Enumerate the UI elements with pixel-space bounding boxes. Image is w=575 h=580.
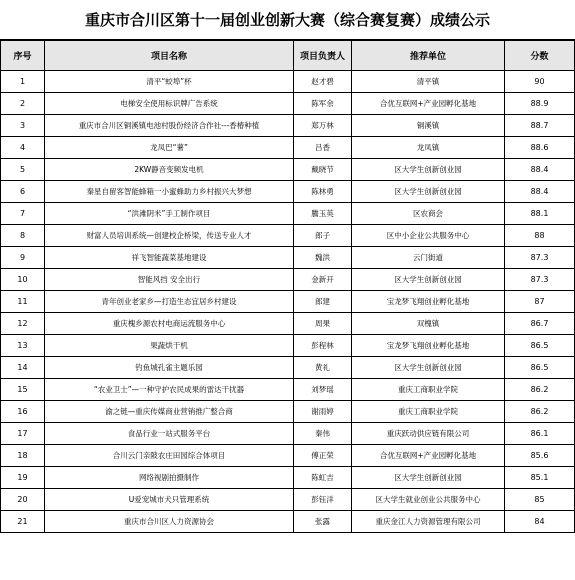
project-leader-cell: 陈军余	[294, 93, 352, 115]
project-name-cell: 重庆市合川区人力资源协会	[45, 511, 294, 533]
project-leader-cell: 秦伟	[294, 423, 352, 445]
table-row	[1, 313, 575, 335]
score-cell: 86.2	[505, 379, 575, 401]
row-number-cell: 9	[1, 247, 45, 269]
project-leader-cell: 郎建	[294, 291, 352, 313]
recommending-unit-cell: 区大学生创新创业园	[352, 357, 505, 379]
recommending-unit-cell: 合优互联网+产业园孵化基地	[352, 445, 505, 467]
project-name-cell: 祥飞智能蔬菜基地建设	[45, 247, 294, 269]
score-cell: 87.3	[505, 269, 575, 291]
column-header-score: 分数	[505, 41, 575, 71]
row-number-cell: 10	[1, 269, 45, 291]
row-number-cell: 4	[1, 137, 45, 159]
table-row	[1, 269, 575, 291]
table-row	[1, 291, 575, 313]
row-number-cell: 13	[1, 335, 45, 357]
project-name-cell: 清平“蛟埠”杯	[45, 71, 294, 93]
project-name-cell: 2KW静音变频发电机	[45, 159, 294, 181]
project-leader-cell: 戴晓节	[294, 159, 352, 181]
table-row	[1, 445, 575, 467]
project-leader-cell: 魏洪	[294, 247, 352, 269]
project-leader-cell: 张露	[294, 511, 352, 533]
project-leader-cell: 黄礼	[294, 357, 352, 379]
row-number-cell: 6	[1, 181, 45, 203]
project-leader-cell: 刘梦瑶	[294, 379, 352, 401]
recommending-unit-cell: 重庆工商职业学院	[352, 379, 505, 401]
project-name-cell: 网络视剧拍摄制作	[45, 467, 294, 489]
recommending-unit-cell: 重庆工商职业学院	[352, 401, 505, 423]
score-cell: 88	[505, 225, 575, 247]
results-table	[0, 40, 575, 533]
table-row	[1, 489, 575, 511]
project-leader-cell: 谢雨婷	[294, 401, 352, 423]
score-cell: 88.4	[505, 181, 575, 203]
row-number-cell: 7	[1, 203, 45, 225]
project-name-cell: 财富人员培训系统—创建校企桥梁，传送专业人才	[45, 225, 294, 247]
row-number-cell: 2	[1, 93, 45, 115]
project-leader-cell: 彭程林	[294, 335, 352, 357]
table-row	[1, 159, 575, 181]
score-cell: 86.2	[505, 401, 575, 423]
row-number-cell: 11	[1, 291, 45, 313]
table-row	[1, 379, 575, 401]
recommending-unit-cell: 区大学生创新创业园	[352, 181, 505, 203]
row-number-cell: 12	[1, 313, 45, 335]
recommending-unit-cell: 区大学生就业创业公共服务中心	[352, 489, 505, 511]
recommending-unit-cell: 龙凤镇	[352, 137, 505, 159]
row-number-cell: 18	[1, 445, 45, 467]
row-number-cell: 3	[1, 115, 45, 137]
project-leader-cell: 郑万林	[294, 115, 352, 137]
table-row	[1, 71, 575, 93]
project-name-cell: “农业卫士”—一种守护农民成果的雷达干扰器	[45, 379, 294, 401]
recommending-unit-cell: 铜溪镇	[352, 115, 505, 137]
project-leader-cell: 傅正荣	[294, 445, 352, 467]
score-cell: 88.1	[505, 203, 575, 225]
project-name-cell: 渝之链—重庆传媒商业营销推广整合商	[45, 401, 294, 423]
project-name-cell: 重庆槐乡源农村电商运流服务中心	[45, 313, 294, 335]
table-body	[1, 71, 575, 533]
project-leader-cell: 陈虹吉	[294, 467, 352, 489]
project-leader-cell: 金新开	[294, 269, 352, 291]
row-number-cell: 19	[1, 467, 45, 489]
project-name-cell: 智能风挡 安全出行	[45, 269, 294, 291]
recommending-unit-cell: 重庆跃动供应链有限公司	[352, 423, 505, 445]
score-cell: 85.6	[505, 445, 575, 467]
project-leader-cell: 郎子	[294, 225, 352, 247]
table-row	[1, 115, 575, 137]
page-title: 重庆市合川区第十一届创业创新大赛（综合赛复赛）成绩公示	[0, 0, 575, 40]
project-leader-cell: 陈林勇	[294, 181, 352, 203]
project-leader-cell: 吕香	[294, 137, 352, 159]
row-number-cell: 5	[1, 159, 45, 181]
column-header-no: 序号	[1, 41, 45, 71]
project-name-cell: 龙凤巴“薯”	[45, 137, 294, 159]
score-cell: 90	[505, 71, 575, 93]
project-name-cell: U爱宠城市犬只管理系统	[45, 489, 294, 511]
score-cell: 85.1	[505, 467, 575, 489]
table-row	[1, 357, 575, 379]
row-number-cell: 15	[1, 379, 45, 401]
project-leader-cell: 赵才碧	[294, 71, 352, 93]
score-cell: 84	[505, 511, 575, 533]
table-row	[1, 247, 575, 269]
score-cell: 85	[505, 489, 575, 511]
project-name-cell: 秦星自留客智能蜂箱一小蜜蜂助力乡村振兴大梦想	[45, 181, 294, 203]
project-name-cell: 合川云门亲陂农庄田园综合体项目	[45, 445, 294, 467]
recommending-unit-cell: 区大学生创新创业园	[352, 467, 505, 489]
score-cell: 88.9	[505, 93, 575, 115]
recommending-unit-cell: 重庆金江人力资源管理有限公司	[352, 511, 505, 533]
score-cell: 88.6	[505, 137, 575, 159]
recommending-unit-cell: 区大学生创新创业园	[352, 159, 505, 181]
table-row	[1, 203, 575, 225]
recommending-unit-cell: 双槐镇	[352, 313, 505, 335]
recommending-unit-cell: 宝龙梦飞翔创业孵化基地	[352, 291, 505, 313]
score-cell: 87	[505, 291, 575, 313]
recommending-unit-cell: 云门街道	[352, 247, 505, 269]
recommending-unit-cell: 区农商会	[352, 203, 505, 225]
table-row	[1, 181, 575, 203]
score-cell: 88.4	[505, 159, 575, 181]
project-leader-cell: 周果	[294, 313, 352, 335]
project-name-cell: 食品行业一站式服务平台	[45, 423, 294, 445]
project-name-cell: 果蔬烘干机	[45, 335, 294, 357]
recommending-unit-cell: 清平镇	[352, 71, 505, 93]
project-name-cell: “洪滩阴米”手工制作项目	[45, 203, 294, 225]
project-leader-cell: 騰玉英	[294, 203, 352, 225]
score-cell: 88.7	[505, 115, 575, 137]
row-number-cell: 21	[1, 511, 45, 533]
score-cell: 86.7	[505, 313, 575, 335]
recommending-unit-cell: 区大学生创新创业园	[352, 269, 505, 291]
project-name-cell: 青年创业老家乡—打造生态宜居乡村建设	[45, 291, 294, 313]
project-leader-cell: 彭钰洋	[294, 489, 352, 511]
table-row	[1, 423, 575, 445]
table-row	[1, 225, 575, 247]
row-number-cell: 14	[1, 357, 45, 379]
score-cell: 87.3	[505, 247, 575, 269]
table-header-row	[1, 41, 575, 71]
project-name-cell: 钓鱼城孔雀主题乐园	[45, 357, 294, 379]
table-row	[1, 137, 575, 159]
table-row	[1, 467, 575, 489]
recommending-unit-cell: 宝龙梦飞翔创业孵化基地	[352, 335, 505, 357]
table-row	[1, 401, 575, 423]
column-header-leader: 项目负责人	[294, 41, 352, 71]
score-cell: 86.1	[505, 423, 575, 445]
score-cell: 86.5	[505, 335, 575, 357]
column-header-recommending-unit: 推荐单位	[352, 41, 505, 71]
row-number-cell: 17	[1, 423, 45, 445]
project-name-cell: 重庆市合川区铜溪镇电池村股份经济合作社---香椿种植	[45, 115, 294, 137]
table-row	[1, 511, 575, 533]
project-name-cell: 电梯安全使用标识牌广告系统	[45, 93, 294, 115]
row-number-cell: 8	[1, 225, 45, 247]
row-number-cell: 16	[1, 401, 45, 423]
column-header-project-name: 项目名称	[45, 41, 294, 71]
table-row	[1, 93, 575, 115]
recommending-unit-cell: 区中小企业公共服务中心	[352, 225, 505, 247]
row-number-cell: 20	[1, 489, 45, 511]
recommending-unit-cell: 合优互联网+产业园孵化基地	[352, 93, 505, 115]
table-row	[1, 335, 575, 357]
row-number-cell: 1	[1, 71, 45, 93]
score-cell: 86.5	[505, 357, 575, 379]
